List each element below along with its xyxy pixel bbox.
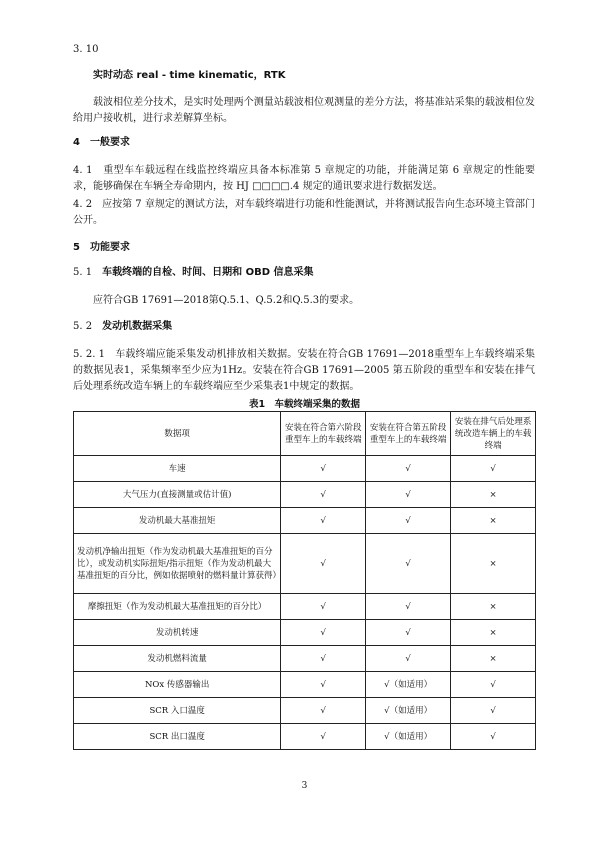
cell-item: 大气压力(直接测量或估计值) <box>74 482 281 508</box>
table-row <box>74 698 536 724</box>
header-stage5: 安装在符合第五阶段重型车上的车载终端 <box>366 412 451 456</box>
cell-stage6: √ <box>281 698 366 724</box>
cell-item: 发动机燃料流量 <box>74 646 281 672</box>
clause-4-1-text: 重型车车载远程在线监控终端应具备本标准第 5 章规定的功能，并能满足第 6 章规定的性能要求，能够确保在车辆全寿命期内，按 HJ □□□□.4 规定的通讯要求进行数据发送。 <box>73 165 535 192</box>
cell-retrofit: √ <box>451 456 536 482</box>
cell-item: 发动机转速 <box>74 620 281 646</box>
cell-retrofit: × <box>451 508 536 534</box>
cell-stage6: √ <box>281 456 366 482</box>
table-header-row <box>74 412 536 456</box>
table-row <box>74 534 536 594</box>
table-row <box>74 646 536 672</box>
cell-item: 发动机最大基准扭矩 <box>74 508 281 534</box>
clause-3-10-term: 实时动态 real - time kinematic，RTK <box>93 70 286 81</box>
cell-stage5: √ <box>366 594 451 620</box>
cell-stage6: √ <box>281 724 366 750</box>
cell-item: NOx 传感器输出 <box>74 672 281 698</box>
cell-stage5: √（如适用） <box>366 698 451 724</box>
cell-retrofit: √ <box>451 724 536 750</box>
clause-5-2 <box>73 320 172 334</box>
cell-retrofit: √ <box>451 698 536 724</box>
clause-3-10-number: 3. 10 <box>73 44 99 55</box>
clause-5-2-1-text: 车载终端应能采集发动机排放相关数据。安装在符合GB 17691—2018重型车上车载终端采集的数据见表1，采集频率至少应为1Hz。安装在符合GB 17691—2005 第五阶段的重型车和安装在排气后处理系统改造车辆上的车载终端应至少采集表1中规定的数据。 <box>73 349 535 392</box>
cell-retrofit: × <box>451 534 536 594</box>
data-table <box>73 411 536 750</box>
cell-retrofit: × <box>451 594 536 620</box>
cell-item: 摩擦扭矩（作为发动机最大基准扭矩的百分比） <box>74 594 281 620</box>
cell-stage6: √ <box>281 646 366 672</box>
cell-stage6: √ <box>281 482 366 508</box>
clause-5-2-1 <box>73 347 535 395</box>
cell-item: SCR 出口温度 <box>74 724 281 750</box>
cell-stage5: √ <box>366 456 451 482</box>
cell-retrofit: × <box>451 620 536 646</box>
clause-4-2 <box>73 197 535 229</box>
clause-4-1-number: 4. 1 <box>73 165 93 176</box>
cell-stage6: √ <box>281 672 366 698</box>
cell-stage5: √（如适用） <box>366 672 451 698</box>
cell-retrofit: × <box>451 646 536 672</box>
header-data-item: 数据项 <box>74 412 281 456</box>
cell-item: SCR 入口温度 <box>74 698 281 724</box>
header-retrofit: 安装在排气后处理系统改造车辆上的车载终端 <box>451 412 536 456</box>
clause-5-1-text: 应符合GB 17691—2018第Q.5.1、Q.5.2和Q.5.3的要求。 <box>93 295 360 306</box>
section-5-heading: 5 功能要求 <box>73 242 130 253</box>
cell-stage5: √（如适用） <box>366 724 451 750</box>
clause-4-2-text: 应按第 7 章规定的测试方法，对车载终端进行功能和性能测试，并将测试报告向生态环境主管部门公开。 <box>73 199 535 226</box>
section-4-heading: 4 一般要求 <box>73 137 130 148</box>
table-row <box>74 620 536 646</box>
clause-5-2-title: 发动机数据采集 <box>102 321 173 332</box>
cell-item: 发动机净输出扭矩（作为发动机最大基准扭矩的百分比），或发动机实际扭矩/指示扭矩（作为发动机最大基准扭矩的百分比，例如依据喷射的燃料量计算获得） <box>74 534 281 594</box>
table-row <box>74 508 536 534</box>
cell-stage5: √ <box>366 482 451 508</box>
table-row <box>74 672 536 698</box>
cell-stage5: √ <box>366 508 451 534</box>
clause-3-10-definition: 载波相位差分技术，是实时处理两个测量站载波相位观测量的差分方法，将基准站采集的载波相位发给用户接收机，进行求差解算坐标。 <box>73 97 535 124</box>
cell-retrofit: × <box>451 482 536 508</box>
cell-item: 车速 <box>74 456 281 482</box>
clause-4-2-number: 4. 2 <box>73 199 93 210</box>
clause-5-1 <box>73 266 313 280</box>
clause-5-2-1-number: 5. 2. 1 <box>73 349 106 360</box>
clause-5-2-number: 5. 2 <box>73 321 93 332</box>
page-number: 3 <box>301 781 308 791</box>
cell-stage6: √ <box>281 620 366 646</box>
table-row <box>74 456 536 482</box>
cell-retrofit: √ <box>451 672 536 698</box>
cell-stage6: √ <box>281 534 366 594</box>
table-row <box>74 482 536 508</box>
table-row <box>74 724 536 750</box>
clause-5-1-number: 5. 1 <box>73 267 93 278</box>
cell-stage6: √ <box>281 508 366 534</box>
clause-5-1-title: 车载终端的自检、时间、日期和 OBD 信息采集 <box>102 267 314 278</box>
header-stage6: 安装在符合第六阶段重型车上的车载终端 <box>281 412 366 456</box>
cell-stage6: √ <box>281 594 366 620</box>
cell-stage5: √ <box>366 620 451 646</box>
table-caption: 表1 车载终端采集的数据 <box>248 399 361 410</box>
cell-stage5: √ <box>366 534 451 594</box>
cell-stage5: √ <box>366 646 451 672</box>
table-row <box>74 594 536 620</box>
clause-4-1 <box>73 163 535 195</box>
